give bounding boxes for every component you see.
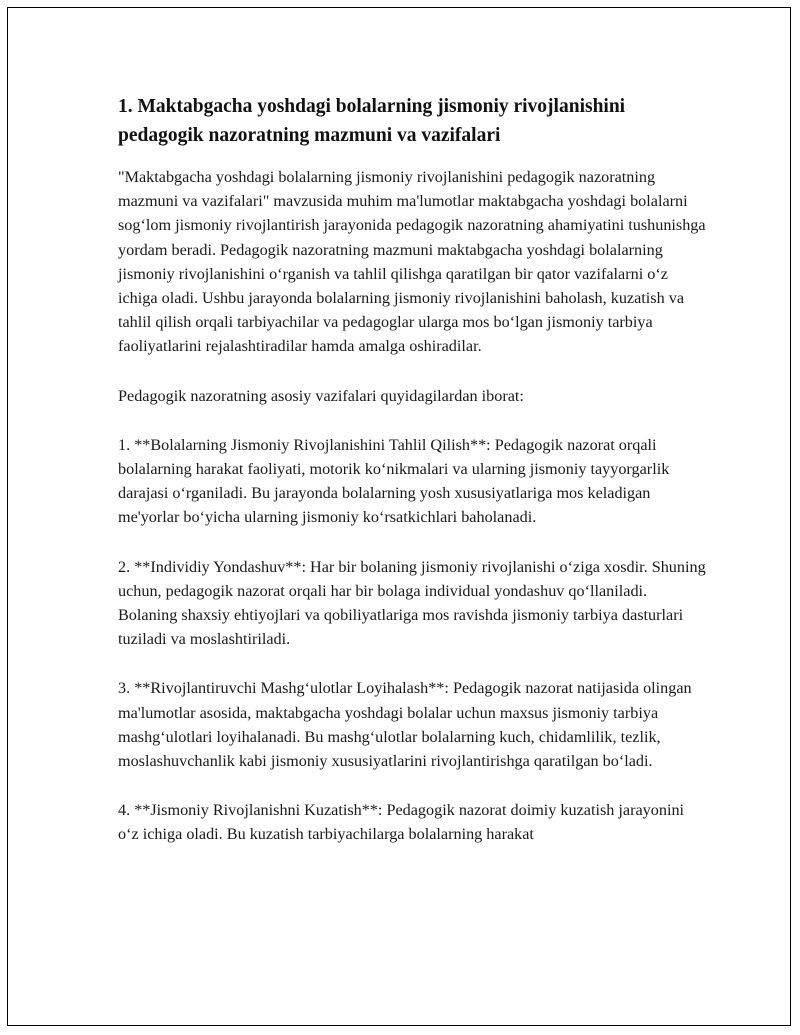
intro-paragraph: "Maktabgacha yoshdagi bolalarning jismoniy rivojlanishini pedagogik nazoratning mazmuni va vazifalari" mavzusida muhim ma'lumotlar maktabgacha yoshdagi bolalarni sog‘lom jismoniy rivojlantirish jarayonida pedagogik nazoratning ahamiyatini tushunishga yordam beradi. Pedagogik nazoratning mazmuni maktabgacha yoshdagi bolalarning jismoniy rivojlanishini o‘rganish va tahlil qilishga qaratilgan bir qator vazifalarni o‘z ichiga oladi. Ushbu jarayonda bolalarning jismoniy rivojlanishini baholash, kuzatish va tahlil qilish orqali tarbiyachilar va pedagoglar ularga mos bo‘lgan jismoniy tarbiya faoliyatlarini rejalashtiradilar hamda amalga oshiradilar.	[118, 168, 706, 356]
task-paragraph-3: 3. **Rivojlantiruvchi Mashg‘ulotlar Loyihalash**: Pedagogik nazorat natijasida olingan ma'lumotlar asosida, maktabgacha yoshdagi bolalar uchun maxsus jismoniy tarbiya mashg‘ulotlari loyihalanadi. Bu mashg‘ulotlar bolalarning kuch, chidamlilik, tezlik, moslashuvchanlik kabi jismoniy xususiyatlarini rivojlantirishga qaratilgan bo‘ladi.	[118, 679, 692, 771]
task-paragraph-2: 2. **Individiy Yondashuv**: Har bir bolaning jismoniy rivojlanishi o‘ziga xosdir. Shuning uchun, pedagogik nazorat orqali har bir bolaga individual yondashuv qo‘llaniladi. Bolaning shaxsiy ehtiyojlari va qobiliyatlariga mos ravishda jismoniy tarbiya dasturlari tuziladi va moslashtiriladi.	[118, 557, 706, 649]
document-body	[118, 92, 708, 872]
task-paragraph-4: 4. **Jismoniy Rivojlanishni Kuzatish**: Pedagogik nazorat doimiy kuzatish jarayonini o‘z ichiga oladi. Bu kuzatish tarbiyachilarga bolalarning harakat	[118, 801, 685, 844]
task-paragraph-1: 1. **Bolalarning Jismoniy Rivojlanishini Tahlil Qilish**: Pedagogik nazorat orqali bolalarning harakat faoliyati, motorik ko‘nikmalari va ularning jismoniy tayyorgarlik darajasi o‘rganiladi. Bu jarayonda bolalarning yosh xususiyatlariga mos keladigan me'yorlar bo‘yicha ularning jismoniy ko‘rsatkichlari baholanadi.	[118, 435, 670, 527]
tasks-lead-paragraph: Pedagogik nazoratning asosiy vazifalari quyidagilardan iborat:	[118, 386, 524, 405]
document-title: 1. Maktabgacha yoshdagi bolalarning jismoniy rivojlanishini pedagogik nazoratning mazmuni va vazifalari	[118, 96, 626, 146]
